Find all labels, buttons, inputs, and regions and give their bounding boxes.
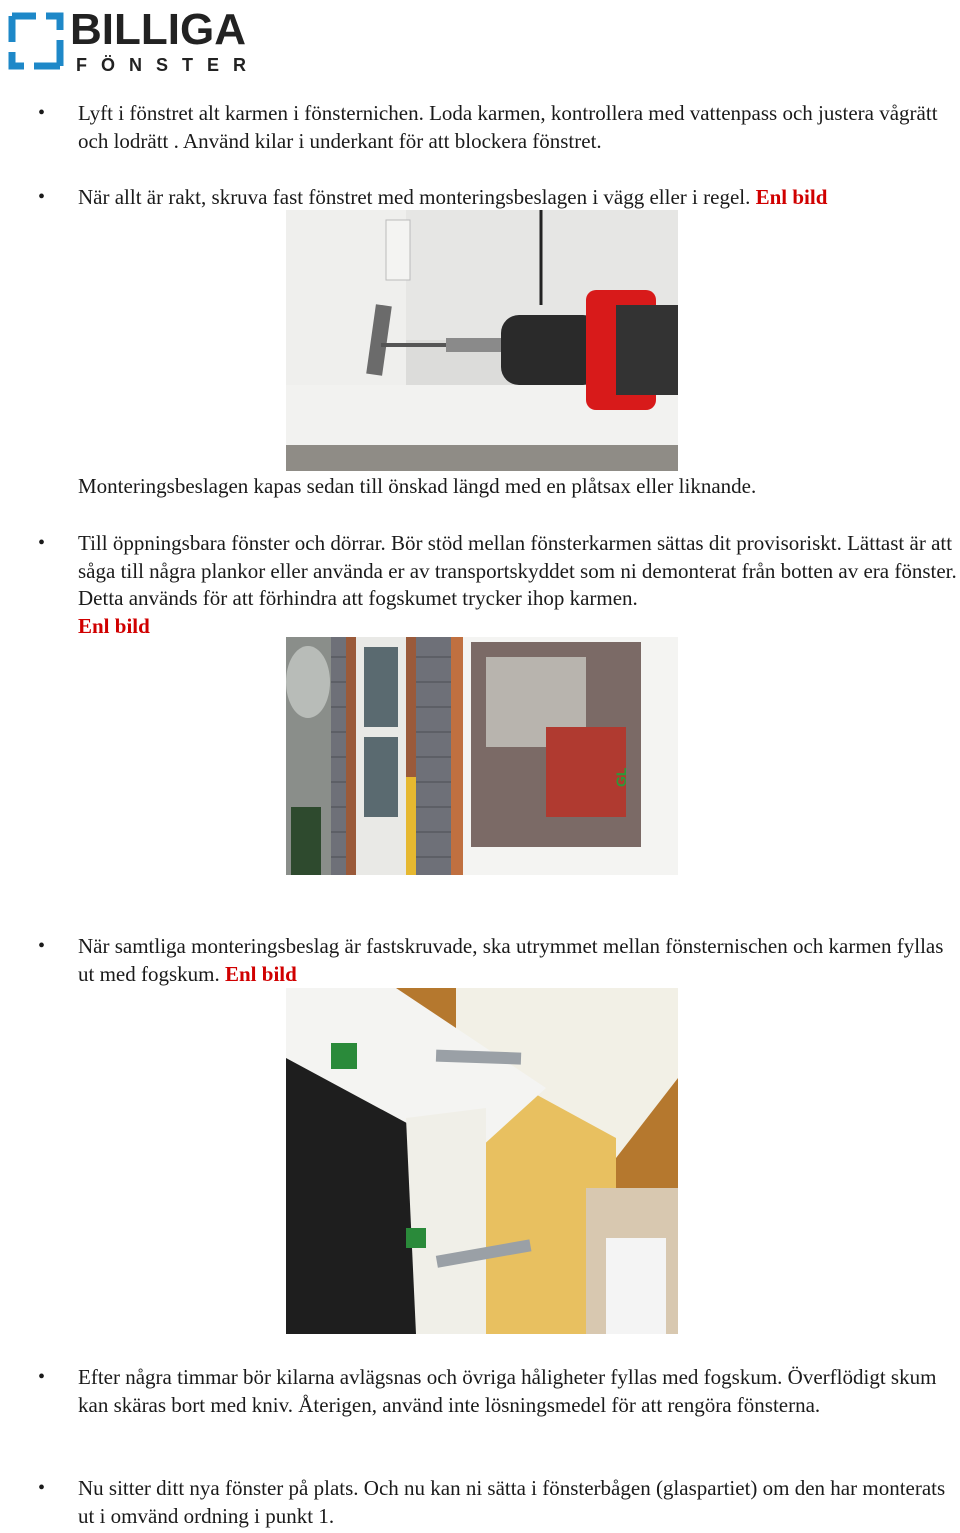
bullet-3: •: [38, 532, 46, 554]
company-logo: [8, 5, 261, 75]
paragraph-text: Efter några timmar bör kilarna avlägsnas och övriga håligheter fyllas med fogskum. Överflödigt skum kan skäras bort med kniv. Återigen, använd inte lösningsmedel för att rengöra fönsterna.: [78, 1365, 937, 1417]
bullet-1: •: [38, 102, 46, 124]
bullet-4: •: [38, 935, 46, 957]
paragraph-window-done: [78, 1475, 958, 1530]
photo-window-supports: [286, 637, 678, 875]
paragraph-support-frame: [78, 530, 958, 640]
paragraph-text: Till öppningsbara fönster och dörrar. Bör stöd mellan fönsterkarmen sättas dit provisoriskt. Lättast är att såga till några plankor eller använda er av transportskyddet som ni demonterat från botten av era fönster. Detta används för att förhindra att fogskumet trycker ihop karmen.: [78, 531, 957, 610]
logo-word-fonster: FÖNSTER: [76, 55, 261, 75]
logo-square-icon: [8, 12, 64, 70]
paragraph-text: Lyft i fönstret alt karmen i fönsternichen. Loda karmen, kontrollera med vattenpass och justera vågrätt och lodrätt . Använd kilar i underkant för att blockera fönstret.: [78, 101, 938, 153]
bullet-5: •: [38, 1366, 46, 1388]
logo-word-billiga: BILLIGA: [70, 5, 246, 54]
see-image-link[interactable]: Enl bild: [755, 185, 828, 209]
paragraph-fill-foam: [78, 933, 958, 988]
paragraph-text: När samtliga monteringsbeslag är fastskruvade, ska utrymmet mellan fönsternischen och karmen fyllas ut med fogskum.: [78, 934, 944, 986]
bullet-2: •: [38, 186, 46, 208]
photo-drill-mounting-bracket: [286, 210, 678, 471]
paragraph-lift-window: [78, 100, 958, 155]
see-image-link[interactable]: Enl bild: [78, 613, 150, 638]
photo-foam-filled-frame: [286, 988, 678, 1334]
bullet-6: •: [38, 1477, 46, 1499]
paragraph-text: När allt är rakt, skruva fast fönstret med monteringsbeslagen i vägg eller i regel.: [78, 185, 751, 209]
photo-gl-label: GL: [613, 767, 629, 787]
paragraph-screw-window: [78, 184, 958, 212]
paragraph-text: Monteringsbeslagen kapas sedan till önskad längd med en plåtsax eller liknande.: [78, 474, 757, 498]
paragraph-remove-wedges: [78, 1364, 958, 1419]
paragraph-text: Nu sitter ditt nya fönster på plats. Och nu kan ni sätta i fönsterbågen (glaspartiet) om den har monterats ut i omvänd ordning i punkt 1.: [78, 1476, 946, 1528]
see-image-link[interactable]: Enl bild: [225, 961, 297, 986]
paragraph-cut-brackets: [78, 473, 958, 501]
